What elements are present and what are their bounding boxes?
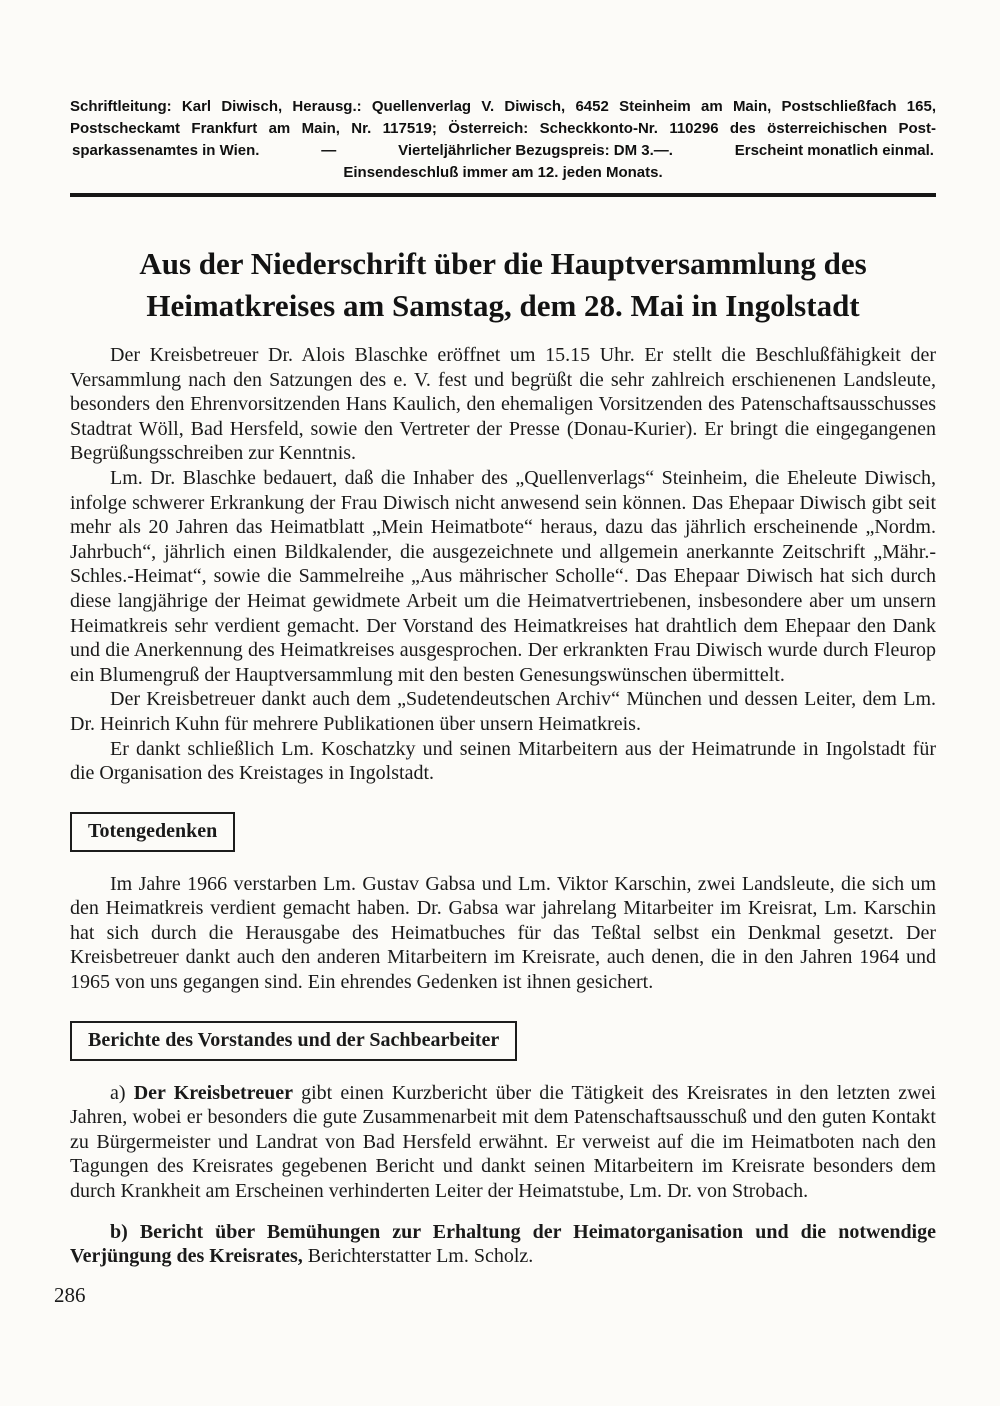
- item-bold-lead: Der Kreisbetreuer: [133, 1081, 293, 1104]
- divider-rule: [70, 193, 936, 197]
- article-title: [70, 243, 936, 327]
- paragraph: Lm. Dr. Blaschke bedauert, daß die Inhaber des „Quellenverlags“ Steinheim, die Eheleute Diwisch, infolge schwerer Erkrankung der Frau Diwisch nicht anwesend sein können. Das Ehepaar Diwisch gibt seit mehr als 20 Jahren das Heimatblatt „Mein Heimatbote“ heraus, dazu das jährlich erscheinende „Nordm. Jahrbuch“, jährlich einen Bildkalender, die ausgezeichnete und allgemein anerkannte Zeitschrift „Mähr.-Schles.-Heimat“, sowie die Sammelreihe „Aus mährischer Scholle“. Das Ehepaar Diwisch hat sich durch diese langjährige der Heimat gewidmete Arbeit um die Heimatvertriebenen, insbesondere aber um unsern Heimatkreis sehr verdient gemacht. Der Vorstand des Heimatkreises hat drahtlich dem Ehepaar den Dank und die Anerkennung des Heimatkreises ausgesprochen. Der erkrankten Frau Diwisch wurde durch Fleurop ein Blumengruß der Hauptversammlung mit den besten Genesungswünschen übermittelt.: [70, 466, 936, 686]
- masthead-line-3-left: sparkassenamtes in Wien.: [72, 142, 260, 159]
- article-title-line-2: Heimatkreises am Samstag, dem 28. Mai in Ingolstadt: [146, 288, 860, 323]
- section-heading-berichte: Berichte des Vorstandes und der Sachbearbeiter: [70, 1021, 517, 1061]
- item-bold-lead: b) Bericht über Bemühungen zur Erhaltung der Heimatorganisation und die notwendige Verjüngung des Kreisrates,: [70, 1220, 936, 1268]
- paragraph: Der Kreisbetreuer Dr. Alois Blaschke eröffnet um 15.15 Uhr. Er stellt die Beschlußfähigkeit der Versammlung nach den Satzungen des e. V. fest und begrüßt die sehr zahlreich erschienenen Landsleute, besonders den Ehrenvorsitzenden Hans Kaulich, den ehemaligen Vorsitzenden des Patenschaftsausschusses Stadtrat Wöll, Bad Hersfeld, sowie den Vertreter der Presse (Donau-Kurier). Er bringt die eingegangenen Begrüßungsschreiben zur Kenntnis.: [70, 344, 936, 465]
- report-item-a: [70, 1081, 936, 1204]
- paragraph: Der Kreisbetreuer dankt auch dem „Sudetendeutschen Archiv“ München und dessen Leiter, dem Lm. Dr. Heinrich Kuhn für mehrere Publikationen über unsern Heimatkreis.: [70, 688, 936, 735]
- article-body: [70, 343, 936, 1269]
- section-heading-row: [70, 812, 936, 852]
- item-text: gibt einen Kurzbericht über die Tätigkeit des Kreisrates in den letzten zwei Jahren, wobei er besonders die gute Zusammenarbeit mit dem Patenschaftsausschuß und den guten Kontakt zu Bürgermeister und Landrat von Bad Hersfeld erwähnt. Er verweist auf die im Heimatboten nach den Tagungen des Kreisrates gegebenen Bericht und dankt seinen Mitarbeitern im Kreisrate besonders dem durch Krankheit am Erscheinen verhinderten Leiter der Heimatstube, Lm. Dr. von Strobach.: [70, 1081, 936, 1203]
- item-prefix: a): [110, 1081, 134, 1104]
- page-number: 286: [54, 1283, 86, 1307]
- masthead-line-3-mid: Vierteljährlicher Bezugspreis: DM 3.—.: [398, 142, 673, 159]
- masthead-line-2: Postscheckamt Frankfurt am Main, Nr. 117519; Österreich: Scheckkonto-Nr. 110296 des österreichischen Post-: [70, 120, 936, 137]
- section-heading-row: [70, 1021, 936, 1061]
- item-text: Berichterstatter Lm. Scholz.: [302, 1245, 534, 1268]
- masthead-line-4: Einsendeschluß immer am 12. jeden Monats.: [343, 164, 663, 181]
- masthead: [70, 96, 936, 184]
- masthead-line-3-right: Erscheint monatlich einmal.: [734, 142, 934, 159]
- article-title-line-1: Aus der Niederschrift über die Hauptversammlung des: [139, 246, 867, 281]
- masthead-line-1: Schriftleitung: Karl Diwisch, Herausg.: Quellenverlag V. Diwisch, 6452 Steinheim am Main, Postschließfach 165,: [70, 98, 936, 115]
- masthead-dash: —: [321, 142, 337, 159]
- masthead-line-3: [70, 140, 936, 162]
- section-heading-totengedenken: Totengedenken: [70, 812, 235, 852]
- report-item-b: [70, 1220, 936, 1269]
- paragraph: Im Jahre 1966 verstarben Lm. Gustav Gabsa und Lm. Viktor Karschin, zwei Landsleute, die sich um den Heimatkreis verdient gemacht haben. Dr. Gabsa war jahrelang Mitarbeiter im Kreisrat, Lm. Karschin hat sich durch die Herausgabe des Heimatbuches für das Teßtal selbst ein Denkmal gesetzt. Der Kreisbetreuer dankt auch den anderen Mitarbeitern im Kreisrate, auch denen, die in den Jahren 1964 und 1965 von uns gegangen sind. Ein ehrendes Gedenken ist ihnen gesichert.: [70, 872, 936, 994]
- paragraph: Er dankt schließlich Lm. Koschatzky und seinen Mitarbeitern aus der Heimatrunde in Ingolstadt für die Organisation des Kreistages in Ingolstadt.: [70, 737, 936, 785]
